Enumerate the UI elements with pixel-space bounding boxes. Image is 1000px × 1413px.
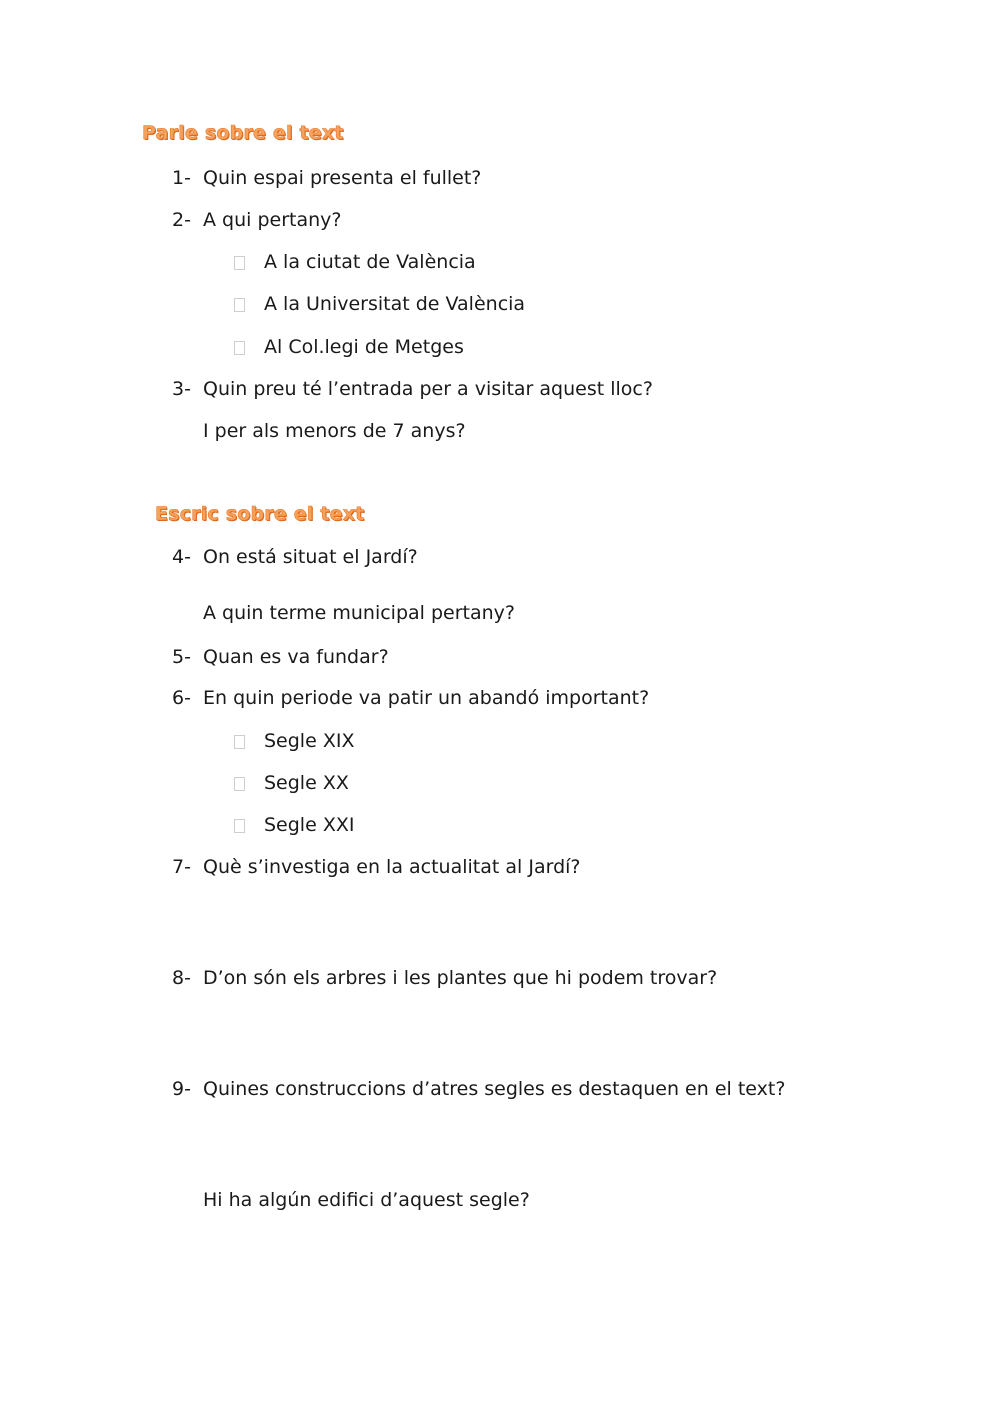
checkbox[interactable] bbox=[234, 341, 245, 355]
question-text: En quin periode va patir un abandó important? bbox=[203, 687, 650, 709]
option-label: Segle XIX bbox=[264, 730, 355, 752]
section-heading-parle: Parle sobre el text bbox=[142, 122, 344, 144]
question-number: 8- bbox=[172, 967, 191, 989]
checkbox[interactable] bbox=[234, 298, 245, 312]
question-number: 9- bbox=[172, 1078, 191, 1100]
option-label: A la ciutat de València bbox=[264, 251, 476, 273]
question-text: A qui pertany? bbox=[203, 209, 342, 231]
option-label: Al Col.legi de Metges bbox=[264, 336, 464, 358]
question-subtext: Hi ha algún edifici d’aquest segle? bbox=[203, 1189, 530, 1211]
question-text: Quan es va fundar? bbox=[203, 646, 389, 668]
checkbox[interactable] bbox=[234, 777, 245, 791]
question-number: 4- bbox=[172, 546, 191, 568]
option-label: Segle XXI bbox=[264, 814, 355, 836]
question-number: 5- bbox=[172, 646, 191, 668]
question-text: Quin preu té l’entrada per a visitar aquest lloc? bbox=[203, 378, 653, 400]
question-text: D’on són els arbres i les plantes que hi podem trovar? bbox=[203, 967, 718, 989]
question-subtext: I per als menors de 7 anys? bbox=[203, 420, 466, 442]
question-text: Què s’investiga en la actualitat al Jardí? bbox=[203, 856, 581, 878]
question-number: 7- bbox=[172, 856, 191, 878]
question-subtext: A quin terme municipal pertany? bbox=[203, 602, 515, 624]
question-text: Quines construccions d’atres segles es destaquen en el text? bbox=[203, 1078, 786, 1100]
option-label: A la Universitat de València bbox=[264, 293, 526, 315]
question-number: 3- bbox=[172, 378, 191, 400]
option-label: Segle XX bbox=[264, 772, 349, 794]
checkbox[interactable] bbox=[234, 735, 245, 749]
question-number: 2- bbox=[172, 209, 191, 231]
question-number: 1- bbox=[172, 167, 191, 189]
section-heading-escric: Escric sobre el text bbox=[155, 503, 365, 525]
checkbox[interactable] bbox=[234, 256, 245, 270]
checkbox[interactable] bbox=[234, 819, 245, 833]
question-number: 6- bbox=[172, 687, 191, 709]
question-text: Quin espai presenta el fullet? bbox=[203, 167, 482, 189]
question-text: On está situat el Jardí? bbox=[203, 546, 418, 568]
